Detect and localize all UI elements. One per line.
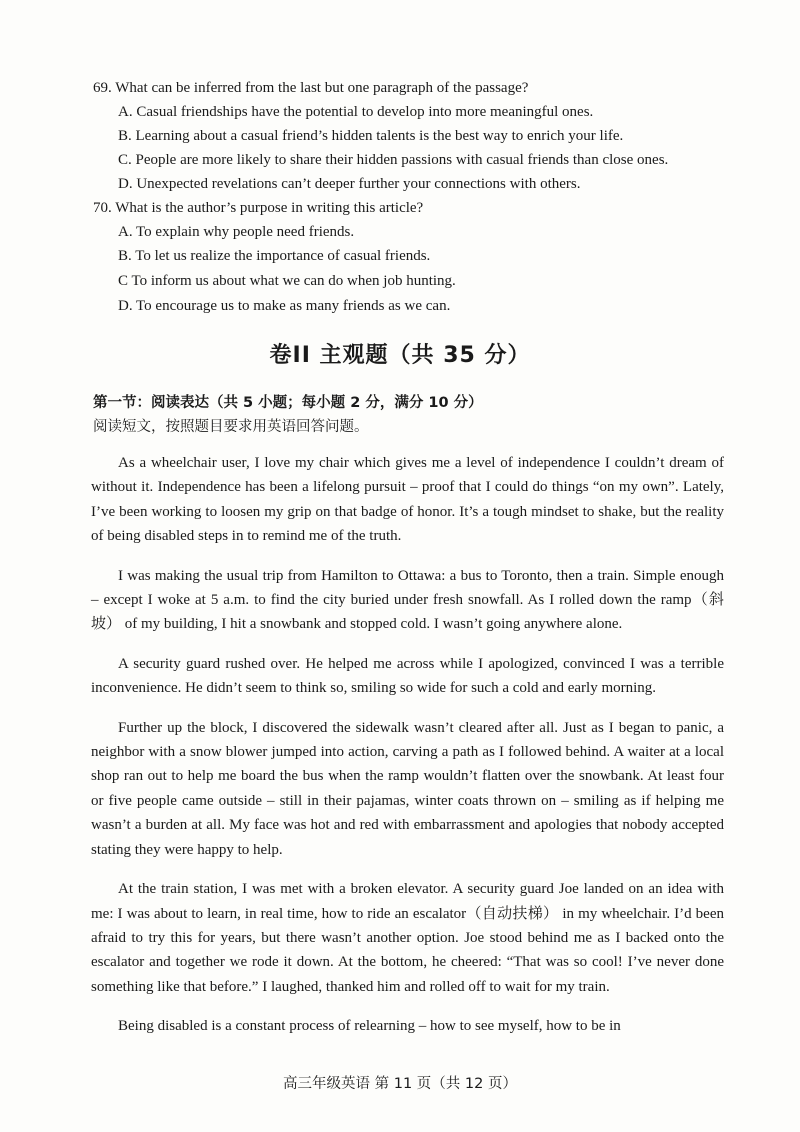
question-70-option-d: D. To encourage us to make as many friends as we can.: [118, 298, 451, 314]
question-70-option-b: B. To let us realize the importance of casual friends.: [118, 248, 431, 264]
section-title: 卷II 主观题（共 35 分）: [269, 343, 531, 368]
question-69-option-c: C. People are more likely to share their hidden passions with casual friends than close ones.: [118, 152, 669, 168]
passage-paragraph-6: Being disabled is a constant process of relearning – how to see myself, how to be in: [118, 1018, 621, 1035]
question-70-option-a: A. To explain why people need friends.: [118, 224, 355, 240]
section-heading: 第一节：阅读表达（共 5 小题；每小题 2 分，满分 10 分）: [93, 395, 483, 411]
question-70-stem: 70. What is the author’s purpose in writing this article?: [93, 200, 424, 216]
section-instruction: 阅读短文，按照题目要求用英语回答问题。: [93, 419, 369, 435]
passage-paragraph-5: At the train station, I was met with a broken elevator. A security guard Joe landed on an idea with me: I was about to learn, in real time, how to ride an escalator（自动扶梯） in my wheelchair. I’d been afraid to try this for years, but there wasn’t another option. Joe stood behind me as I backed onto the escalator and together we rode it down. At the bottom, he cheered: “That was so cool! I’ve never done something like that before.” I laughed, thanked him and rolled off to wait for my train.: [91, 881, 724, 995]
reading-passage: [91, 436, 724, 1054]
question-69-option-a: A. Casual friendships have the potential to develop into more meaningful ones.: [118, 104, 594, 120]
question-69-stem: 69. What can be inferred from the last but one paragraph of the passage?: [93, 80, 529, 96]
page-footer: 高三年级英语 第 11 页（共 12 页）: [283, 1076, 517, 1092]
question-69-option-d: D. Unexpected revelations can’t deeper further your connections with others.: [118, 176, 581, 192]
passage-paragraph-2: I was making the usual trip from Hamilton to Ottawa: a bus to Toronto, then a train. Simple enough – except I woke at 5 a.m. to find the city buried under fresh snowfall. As I rolled down the ramp（斜坡） of my building, I hit a snowbank and stopped cold. I wasn’t going anywhere alone.: [91, 567, 724, 633]
question-70-option-c: C To inform us about what we can do when job hunting.: [118, 273, 456, 289]
question-69-option-b: B. Learning about a casual friend’s hidden talents is the best way to enrich your life.: [118, 128, 624, 144]
passage-paragraph-1: As a wheelchair user, I love my chair which gives me a level of independence I couldn’t dream of without it. Independence has been a lifelong pursuit – proof that I could do things “on my own”. Lately, I’ve been working to loosen my grip on that badge of honor. It’s a tough mindset to shake, but the reality of being disabled steps in to remind me of the truth.: [91, 455, 724, 545]
passage-paragraph-4: Further up the block, I discovered the sidewalk wasn’t cleared after all. Just as I began to panic, a neighbor with a snow blower jumped into action, carving a path as I followed behind. A waiter at a local shop ran out to help me board the bus when the ramp wouldn’t flatten over the snowbank. At least four or five people came outside – still in their pajamas, winter coats thrown on – smiling as if helping me wasn’t a burden at all. My face was hot and red with embarrassment and apologies that nobody accepted stating they were happy to help.: [91, 719, 724, 858]
passage-paragraph-3: A security guard rushed over. He helped me across while I apologized, convinced I was a terrible inconvenience. He didn’t seem to think so, smiling so wide for such a cold and early morning.: [91, 655, 724, 697]
